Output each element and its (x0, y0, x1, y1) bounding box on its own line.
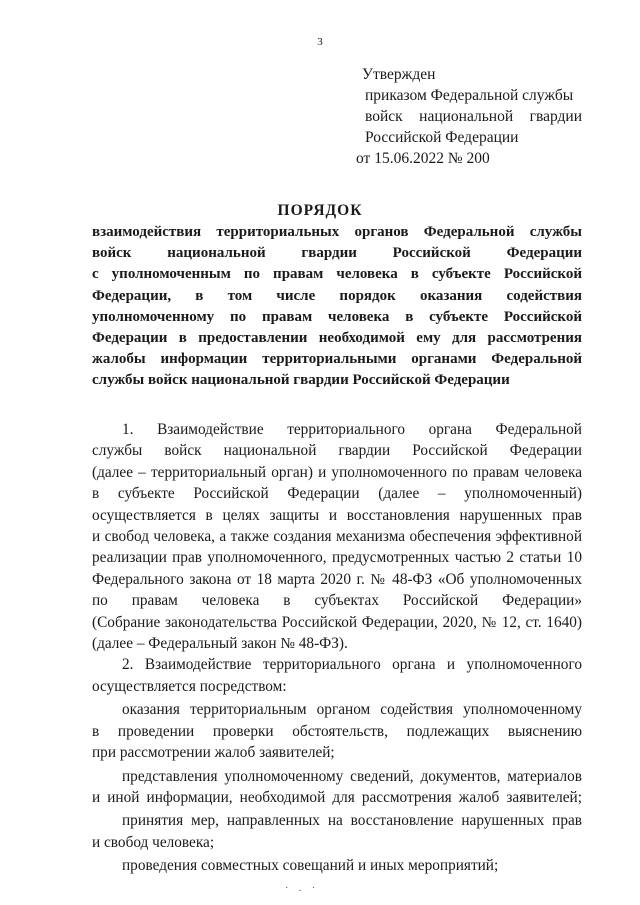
document-body (92, 419, 582, 877)
body-line: 1. Взаимодействие территориального органа Федеральной (122, 421, 582, 438)
document-title: ПОРЯДОК (277, 202, 363, 219)
approval-line-order: приказом Федеральной службы (365, 87, 574, 104)
body-line: в проведении проверки обстоятельств, подлежащих выяснению (92, 722, 582, 740)
body-line: в субъекте Российской Федерации (далее – уполномоченный) (92, 485, 582, 503)
body-line: (далее – территориальный орган) и уполномоченного по правам человека (92, 463, 582, 481)
subtitle-line: войск национальной гвардии Российской Федерации (92, 245, 582, 262)
approval-line-troops: войск национальной гвардии (365, 108, 582, 125)
body-line: принятия мер, направленных на восстановление нарушенных прав (122, 812, 582, 830)
body-line: осуществляется посредством: (92, 677, 287, 695)
body-line: 2. Взаимодействие территориального органа и уполномоченного (122, 656, 582, 674)
subtitle-line: уполномоченному по правам человека в субъекте Российской (92, 308, 582, 325)
subtitle-line: жалобы информации территориальными органами Федеральной (92, 351, 582, 368)
approval-line-date: от 15.06.2022 № 200 (356, 150, 490, 167)
body-line: (далее – Федеральный закон № 48-ФЗ). (92, 635, 348, 653)
subtitle-line: Федерации в предоставлении необходимой ему для рассмотрения (92, 330, 582, 347)
approval-block (356, 64, 582, 169)
body-line: проведения совместных совещаний и иных мероприятий; (122, 857, 499, 875)
body-line: (Собрание законодательства Российской Федерации, 2020, № 12, ст. 1640) (92, 613, 582, 631)
body-line: и свобод человека; (92, 833, 215, 851)
subtitle-line: службы войск национальной гвардии Российской Федерации (92, 372, 510, 389)
body-line: реализации прав уполномоченного, предусмотренных частью 2 статьи 10 (92, 549, 582, 567)
subtitle-line: Федерации, в том числе порядок оказания содействия (92, 287, 582, 304)
body-line: Федерального закона от 18 марта 2020 г. № 48-ФЗ «Об уполномоченных (92, 570, 582, 588)
approval-line-approved: Утвержден (362, 66, 436, 83)
scan-artifact: · . · (285, 883, 320, 894)
subtitle-line: с уполномоченным по правам человека в субъекте Российской (92, 266, 582, 283)
page-number: 3 (317, 36, 323, 48)
body-line: службы войск национальной гвардии Российской Федерации (92, 442, 582, 460)
body-line: представления уполномоченному сведений, документов, материалов (122, 767, 582, 785)
body-line: при рассмотрении жалоб заявителей; (92, 744, 335, 762)
body-line: осуществляется в целях защиты и восстановления нарушенных прав (92, 506, 582, 524)
body-line: оказания территориальным органом содействия уполномоченному (122, 701, 582, 719)
body-line: и свобод человека, а также создания механизма обеспечения эффективной (92, 528, 582, 546)
document-subtitle (92, 222, 582, 392)
subtitle-line: взаимодействия территориальных органов Федеральной службы (92, 224, 582, 240)
body-line: по правам человека в субъектах Российской Федерации» (92, 592, 582, 610)
body-line: и иной информации, необходимой для рассмотрения жалоб заявителей; (92, 788, 582, 806)
approval-line-federation: Российской Федерации (365, 129, 519, 146)
